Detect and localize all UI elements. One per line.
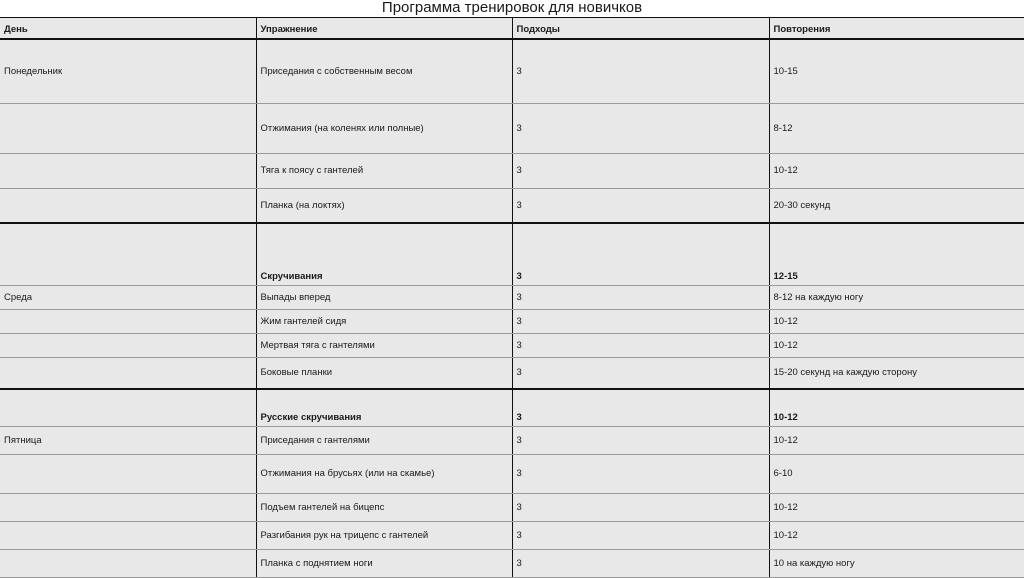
table-row [0,521,1024,549]
exercise-cell: Выпады вперед [256,285,512,309]
table-row [0,454,1024,493]
sets-cell: 3 [512,454,769,493]
day-cell [0,521,256,549]
exercise-cell: Жим гантелей сидя [256,309,512,333]
table-row [0,389,1024,426]
day-cell [0,357,256,389]
reps-cell: 10-12 [769,389,1024,426]
reps-cell: 10-12 [769,153,1024,188]
table-row [0,426,1024,454]
table-row [0,153,1024,188]
day-cell [0,333,256,357]
exercise-cell: Мертвая тяга с гантелями [256,333,512,357]
sets-cell: 3 [512,493,769,521]
day-cell: Среда [0,285,256,309]
reps-cell: 10-12 [769,333,1024,357]
reps-cell: 10-12 [769,493,1024,521]
sets-cell: 3 [512,103,769,153]
sets-cell: 3 [512,549,769,577]
reps-cell: 15-20 секунд на каждую сторону [769,357,1024,389]
exercise-cell: Разгибания рук на трицепс с гантелей [256,521,512,549]
table-row [0,188,1024,223]
header-exercise: Упражнение [256,18,512,40]
table-row [0,285,1024,309]
sets-cell: 3 [512,153,769,188]
reps-cell: 8-12 [769,103,1024,153]
reps-cell: 10 на каждую ногу [769,549,1024,577]
day-cell [0,223,256,285]
sets-cell: 3 [512,389,769,426]
reps-cell: 10-15 [769,39,1024,103]
sets-cell: 3 [512,285,769,309]
exercise-cell: Подъем гантелей на бицепс [256,493,512,521]
day-cell [0,389,256,426]
reps-cell: 20-30 секунд [769,188,1024,223]
exercise-cell: Скручивания [256,223,512,285]
table-row [0,493,1024,521]
day-cell [0,103,256,153]
table-row [0,103,1024,153]
page-title: Программа тренировок для новичков [0,0,1024,17]
sets-cell: 3 [512,39,769,103]
table-row [0,333,1024,357]
exercise-cell: Планка с поднятием ноги [256,549,512,577]
header-day: День [0,18,256,40]
exercise-cell: Русские скручивания [256,389,512,426]
reps-cell: 12-15 [769,223,1024,285]
sets-cell: 3 [512,309,769,333]
exercise-cell: Тяга к поясу с гантелей [256,153,512,188]
table-row [0,309,1024,333]
reps-cell: 8-12 на каждую ногу [769,285,1024,309]
exercise-cell: Боковые планки [256,357,512,389]
table-row [0,39,1024,103]
reps-cell: 10-12 [769,426,1024,454]
sets-cell: 3 [512,188,769,223]
day-cell: Понедельник [0,39,256,103]
day-cell [0,188,256,223]
sets-cell: 3 [512,357,769,389]
exercise-cell: Отжимания (на коленях или полные) [256,103,512,153]
table-row [0,357,1024,389]
table-row [0,549,1024,577]
exercise-cell: Отжимания на брусьях (или на скамье) [256,454,512,493]
day-cell [0,454,256,493]
header-reps: Повторения [769,18,1024,40]
day-cell [0,549,256,577]
table-row [0,223,1024,285]
sets-cell: 3 [512,223,769,285]
reps-cell: 10-12 [769,521,1024,549]
sets-cell: 3 [512,426,769,454]
workout-table [0,17,1024,578]
reps-cell: 6-10 [769,454,1024,493]
exercise-cell: Приседания с собственным весом [256,39,512,103]
day-cell [0,153,256,188]
exercise-cell: Планка (на локтях) [256,188,512,223]
table-header-row [0,18,1024,40]
day-cell: Пятница [0,426,256,454]
day-cell [0,309,256,333]
day-cell [0,493,256,521]
header-sets: Подходы [512,18,769,40]
reps-cell: 10-12 [769,309,1024,333]
exercise-cell: Приседания с гантелями [256,426,512,454]
sets-cell: 3 [512,333,769,357]
sets-cell: 3 [512,521,769,549]
